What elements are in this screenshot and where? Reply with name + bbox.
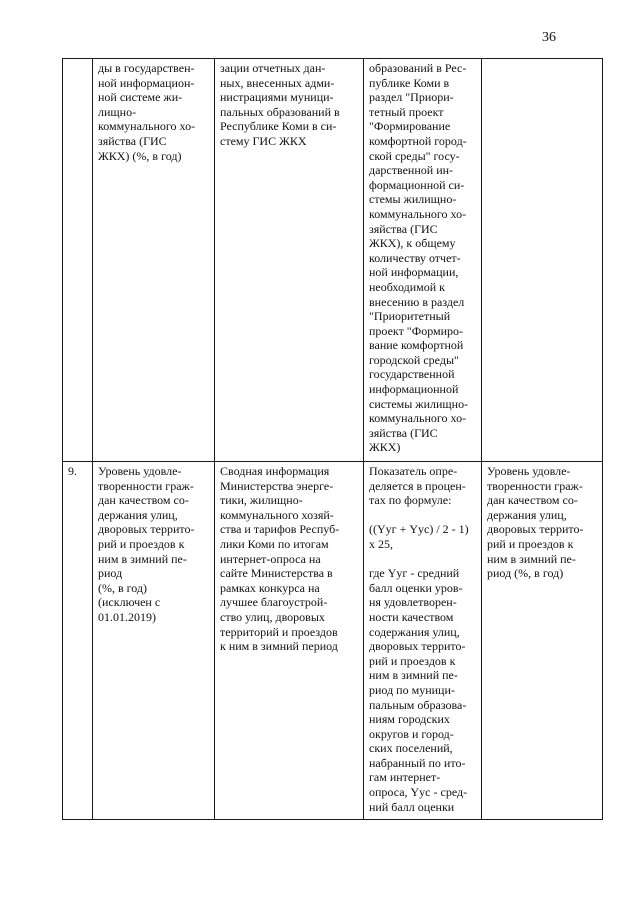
- source-text: Сводная информация Министерства энерге- тики, жилищно- коммунального хозяй- ства и тарифов Респуб- лики Коми по итогам интернет-опроса на сайте Министерства в рамках конкурса на лучшее благоустрой- ство улиц, дворовых территорий и проездов к ним в зимний период: [220, 464, 340, 654]
- result-text: Уровень удовле- творенности граж- дан качеством со- держания улиц, дворовых террито- рий и проездов к ним в зимний пе- риод (%, в год): [487, 464, 584, 581]
- result-cell: [482, 59, 603, 462]
- method-text: Показатель опре- деляется в процен- тах по формуле: ((Yуг + Yус) / 2 - 1) x 25, где Yуг - средний балл оценки уров- ня удовлетворен- ности качеством содержания улиц, дворовых террито- рий и проездов к ним в зимний пе- риод по муници- пальным образова- ниям городских округов и город- ских поселений, набранный по ито- гам интернет- опроса, Yус - сред- ний балл оценки: [369, 464, 469, 814]
- page-number: 36: [542, 30, 556, 45]
- indicator-text: Уровень удовле- творенности граж- дан качеством со- держания улиц, дворовых террито- рий и проездов к ним в зимний пе- риод (%, в год) (исключен с 01.01.2019): [98, 464, 195, 624]
- method-cell: [364, 462, 482, 820]
- row-number-cell: [63, 462, 93, 820]
- method-cell: [364, 59, 482, 462]
- table-row: [63, 59, 603, 462]
- source-cell: [215, 462, 364, 820]
- indicator-cell: [93, 462, 215, 820]
- source-cell: [215, 59, 364, 462]
- method-text: образований в Рес- публике Коми в раздел "Приори- тетный проект "Формирование комфортной город- ской среды" госу- дарственной ин- формационной си- стемы жилищно- коммунального хо- зяйства (ГИС ЖКХ), к общему количеству отчет- ной информации, необходимой к внесению в раздел "Приоритетный проект "Формиро- вание комфортной городской среды" государственной информационной системы жилищно- коммунального хо- зяйства (ГИС ЖКХ): [369, 61, 469, 455]
- indicator-text: ды в государствен- ной информацион- ной системе жи- лищно- коммунального хо- зяйства (ГИС ЖКХ) (%, в год): [98, 61, 196, 163]
- indicators-table: [62, 58, 603, 820]
- table-row: [63, 462, 603, 820]
- row-number: 9.: [68, 464, 77, 478]
- row-number-cell: [63, 59, 93, 462]
- indicator-cell: [93, 59, 215, 462]
- result-cell: [482, 462, 603, 820]
- source-text: зации отчетных дан- ных, внесенных адми- нистрациями муници- пальных образований в Республике Коми в си- стему ГИС ЖКХ: [220, 61, 340, 148]
